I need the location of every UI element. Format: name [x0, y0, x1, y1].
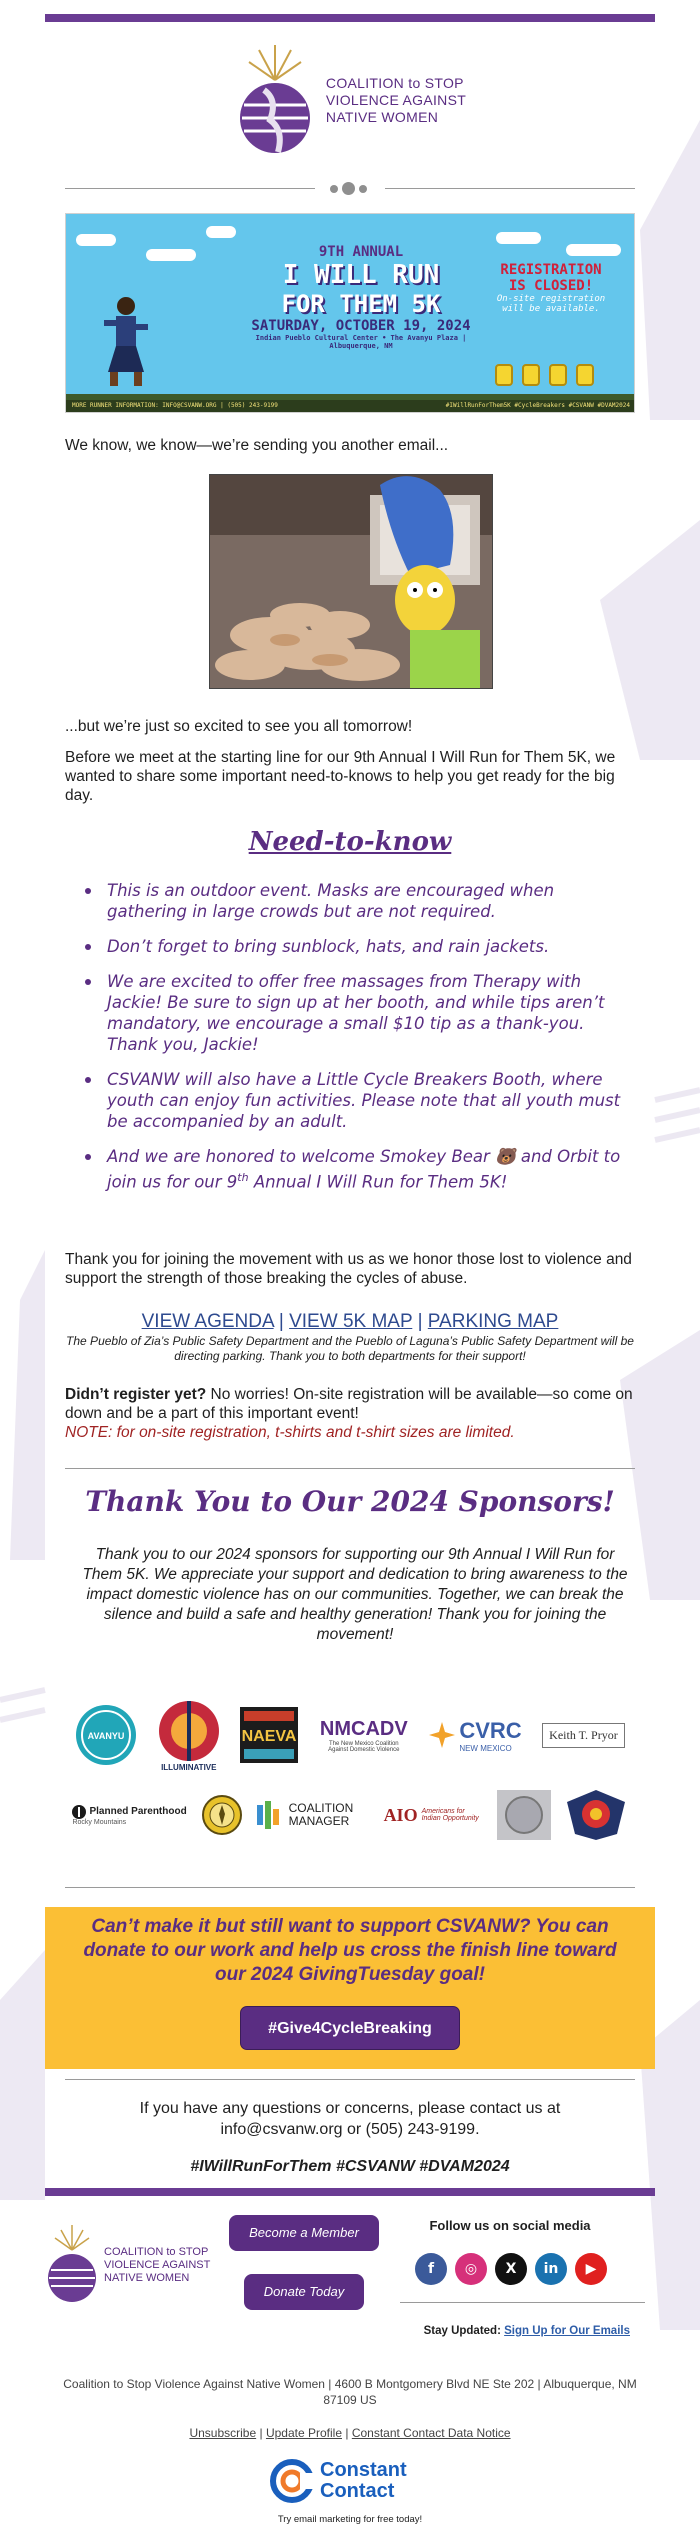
register-paragraph	[65, 1385, 645, 1442]
marge-excited-image	[209, 474, 493, 689]
stay-updated-label: Stay Updated:	[423, 2325, 501, 2337]
thanks-paragraph: Thank you for joining the movement with us as we honor those lost to violence and support the strength of those breaking the cycles of abuse.	[65, 1251, 632, 1287]
closed-line-1: REGISTRATION	[500, 262, 602, 278]
banner-date: SATURDAY, OCTOBER 19, 2024	[251, 318, 471, 334]
footer-logo-line-1: COALITION to STOP	[104, 2245, 209, 2258]
divider-line	[400, 2302, 645, 2303]
cvrc-text: CVRC	[459, 1717, 522, 1743]
smokey-text-b: and Orbit to join us for our 9	[107, 1147, 621, 1192]
event-links	[0, 1311, 700, 1333]
illuminative-label: ILLUMINATIVE	[161, 1762, 217, 1772]
avanyu-logo[interactable]	[75, 1704, 137, 1766]
link-separator: |	[417, 1311, 423, 1332]
need-to-know-title: Need-to-know	[248, 827, 452, 857]
naeva-logo[interactable]	[240, 1707, 298, 1763]
cvrc-logo[interactable]	[429, 1718, 521, 1753]
logo-line-2: VIOLENCE AGAINST	[325, 91, 467, 108]
constant-contact-tagline[interactable]: Try email marketing for free today!	[277, 2514, 423, 2525]
smokey-sup: th	[237, 1171, 249, 1184]
illuminative-logo[interactable]	[158, 1699, 220, 1772]
need-to-know-list	[83, 880, 638, 1207]
keith-pryor-logo[interactable]: Keith T. Pryor	[542, 1723, 625, 1748]
data-notice-link[interactable]: Constant Contact Data Notice	[351, 2426, 511, 2440]
logo-wordmark	[326, 75, 466, 126]
logo-line-3: NATIVE WOMEN	[325, 108, 439, 125]
coin-decorations	[495, 364, 594, 386]
coalition-manager-text: COALITION MANAGER	[288, 1801, 354, 1828]
link-separator: |	[278, 1311, 284, 1332]
planned-parenthood-subtitle: Rocky Mountains	[72, 1818, 127, 1826]
sponsor-logos-row-2	[65, 1785, 635, 1845]
banner-title-line-1: I WILL RUN	[282, 260, 440, 290]
stay-updated	[400, 2325, 630, 2337]
list-item: This is an outdoor event. Masks are encouraged when gathering in large crowds but are not required.	[83, 880, 638, 922]
hashtags: #IWillRunForThem #CSVANW #DVAM2024	[190, 2158, 510, 2175]
closed-line-2: IS CLOSED!	[508, 278, 594, 294]
csvanw-logo[interactable]	[0, 40, 700, 160]
view-agenda-link[interactable]: VIEW AGENDA	[141, 1311, 274, 1332]
update-profile-link[interactable]: Update Profile	[265, 2426, 342, 2440]
footer-logo[interactable]	[45, 2215, 225, 2315]
sponsors-title: Thank You to Our 2024 Sponsors!	[85, 1485, 615, 1518]
naeva-text: NAEVA	[241, 1728, 297, 1745]
avanyu-text: AVANYU	[87, 1731, 125, 1741]
youtube-icon[interactable]: ▶	[575, 2253, 607, 2285]
aio-logo[interactable]	[384, 1805, 482, 1826]
facebook-icon[interactable]: f	[415, 2253, 447, 2285]
closed-sub-1: On-site registration	[496, 294, 606, 304]
intro-line-2: ...but we’re just so excited to see you all tomorrow!	[65, 718, 413, 735]
aio-subtitle: Americans for Indian Opportunity	[421, 1808, 479, 1822]
footer-logo-line-2: VIOLENCE AGAINST	[104, 2258, 211, 2271]
constant-contact-logo[interactable]	[270, 2458, 430, 2504]
banner-title-line-2: FOR THEM 5K	[281, 290, 441, 318]
give-cycle-breaking-button[interactable]: #Give4CycleBreaking	[240, 2006, 460, 2050]
list-item: Don’t forget to bring sunblock, hats, and rain jackets.	[83, 936, 638, 957]
cc-line-1: Constant	[320, 2459, 407, 2481]
cvrc-subtitle: NEW MEXICO	[459, 1743, 512, 1753]
police-badge-logo[interactable]	[565, 1788, 627, 1842]
become-member-button[interactable]: Become a Member	[229, 2215, 379, 2251]
registration-closed-notice	[476, 262, 626, 314]
constant-contact-wordmark	[320, 2460, 407, 2502]
divider-line	[65, 1468, 635, 1469]
banner-annual: 9TH ANNUAL	[318, 244, 404, 260]
smokey-text-a: And we are honored to welcome Smokey Bear	[107, 1147, 490, 1166]
list-item: We are excited to offer free massages from Therapy with Jackie! Be sure to sign up at her booth, and while tips aren’t mandatory, we encourage a small $10 tip as a thank-you. Thank you, Jackie!	[83, 971, 638, 1055]
logo-line-1: COALITION to STOP	[325, 74, 464, 91]
smokey-text-c: Annual I Will Run for Them 5K!	[248, 1172, 508, 1192]
footer-logo-emblem-icon	[45, 2222, 99, 2308]
divider-line	[65, 2079, 635, 2080]
contact-info	[65, 2098, 635, 2140]
mailing-address: Coalition to Stop Violence Against Native Women | 4600 B Montgomery Blvd NE Ste 202 | Albuquerque, NM 87109 US	[63, 2377, 637, 2407]
bottom-accent-bar	[45, 2188, 655, 2196]
contact-line-2: info@csvanw.org or (505) 243-9199.	[220, 2121, 480, 2138]
view-5k-map-link[interactable]: VIEW 5K MAP	[289, 1311, 413, 1332]
x-icon[interactable]: X	[495, 2253, 527, 2285]
sign-up-emails-link[interactable]: Sign Up for Our Emails	[504, 2325, 630, 2337]
sponsors-paragraph: Thank you to our 2024 sponsors for supporting our 9th Annual I Will Run for Them 5K. We appreciate your support and dedication to bring awareness to the impact domestic violence has on our communities. Together, we can break the silence and build a safe and healthy generation! Thank you for joining the movement!	[82, 1546, 628, 1643]
banner-title	[236, 244, 486, 350]
banner-info-strip	[66, 400, 635, 412]
footer-link-separator: |	[345, 2426, 349, 2440]
instagram-icon[interactable]: ◎	[455, 2253, 487, 2285]
constant-contact-icon	[270, 2459, 314, 2503]
banner-venue: Indian Pueblo Cultural Center • The Avanyu Plaza | Albuquerque, NM	[255, 334, 467, 350]
bear-icon: 🐻	[495, 1147, 516, 1166]
social-icons	[415, 2253, 607, 2285]
banner-strip-right: #IWillRunForThem5K #CycleBreakers #CSVANW #DVAM2024	[445, 402, 630, 409]
footer-wordmark	[104, 2246, 210, 2285]
closed-sub-2: will be available.	[502, 304, 600, 314]
nmcadv-logo[interactable]	[319, 1718, 409, 1753]
footer-logo-line-3: NATIVE WOMEN	[104, 2271, 190, 2284]
banner-strip-left: MORE RUNNER INFORMATION: INFO@CSVANW.ORG | (505) 243-9199	[72, 402, 278, 409]
register-text: No worries! On-site registration will be available—so come on down and be a part of this important event!	[65, 1386, 633, 1422]
event-banner-image[interactable]	[65, 213, 635, 413]
logo-emblem-icon	[234, 40, 316, 160]
unsubscribe-link[interactable]: Unsubscribe	[189, 2426, 257, 2440]
grey-seal-logo[interactable]	[497, 1790, 551, 1840]
intro-line-3: Before we meet at the starting line for our 9th Annual I Will Run for Them 5K, we wanted to share some important need-to-knows to help you get ready for the big day.	[65, 749, 616, 804]
ornamental-divider	[65, 182, 635, 196]
nmcadv-subtitle: The New Mexico Coalition Against Domestic Violence	[328, 1740, 400, 1753]
follow-us-label: Follow us on social media	[429, 2218, 591, 2233]
intro-line-1: We know, we know—we’re sending you another email...	[65, 437, 449, 454]
register-bold: Didn’t register yet?	[65, 1386, 207, 1403]
donate-today-button[interactable]: Donate Today	[244, 2274, 364, 2310]
parking-note: The Pueblo of Zia’s Public Safety Department and the Pueblo of Laguna’s Public Safety Department will be directing parking. Thank you to both departments for their support!	[66, 1334, 634, 1363]
sponsor-logos-row-1	[65, 1695, 635, 1775]
list-item: CSVANW will also have a Little Cycle Breakers Booth, where youth can enjoy fun activities. Please note that all youth must be accompanied by an adult.	[83, 1069, 638, 1132]
donate-text: Can’t make it but still want to support CSVANW? You can donate to our work and help us cross the finish line toward our 2024 GivingTuesday goal!	[83, 1916, 617, 1985]
parking-map-link[interactable]: PARKING MAP	[427, 1311, 559, 1332]
linkedin-icon[interactable]: in	[535, 2253, 567, 2285]
planned-parenthood-logo[interactable]	[72, 1805, 186, 1826]
tribal-seal-logo[interactable]	[202, 1795, 242, 1835]
aio-text: AIO	[383, 1804, 418, 1825]
list-item-smokey-bear	[83, 1146, 638, 1193]
register-note: NOTE: for on-site registration, t-shirts and t-shirt sizes are limited.	[65, 1424, 515, 1441]
coalition-manager-logo[interactable]	[257, 1801, 369, 1829]
footer-link-separator: |	[259, 2426, 263, 2440]
nmcadv-text: NMCADV	[319, 1717, 408, 1740]
divider-line	[65, 1887, 635, 1888]
top-accent-bar	[45, 14, 655, 22]
planned-parenthood-text: Planned Parenthood	[89, 1806, 187, 1817]
cc-line-2: Contact	[320, 2480, 395, 2502]
contact-line-1: If you have any questions or concerns, please contact us at	[139, 2100, 561, 2117]
runner-character-icon	[96, 294, 156, 389]
footer-links	[60, 2426, 640, 2440]
